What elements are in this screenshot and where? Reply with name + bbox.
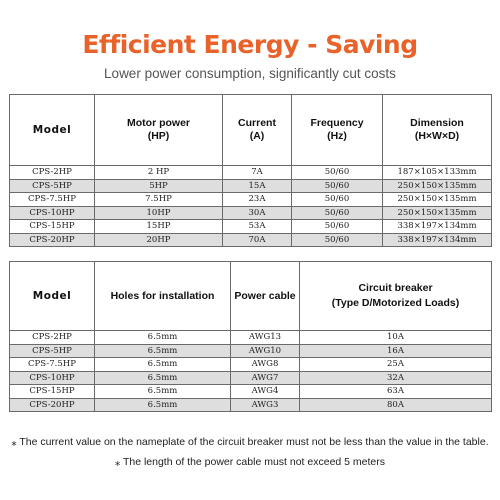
- cell-current: 30A: [223, 206, 292, 220]
- cell-motor-power: 15HP: [95, 220, 223, 234]
- table-row: [10, 193, 492, 207]
- cell-model: CPS-15HP: [10, 220, 95, 234]
- header-motor-power: [95, 95, 223, 166]
- header-dimension-line1: Dimension: [410, 117, 464, 129]
- cell-holes: 6.5mm: [95, 331, 231, 345]
- table-row: [10, 220, 492, 234]
- cell-dimension: 250×150×135mm: [383, 193, 492, 207]
- header-power-cable: Power cable: [231, 262, 300, 331]
- cell-current: 70A: [223, 233, 292, 247]
- table-row: [10, 344, 492, 358]
- cell-circuit-breaker: 10A: [300, 331, 492, 345]
- cell-power-cable: AWG13: [231, 331, 300, 345]
- cell-frequency: 50/60: [292, 206, 383, 220]
- cell-current: 53A: [223, 220, 292, 234]
- cell-model: CPS-7.5HP: [10, 358, 95, 372]
- cell-model: CPS-2HP: [10, 331, 95, 345]
- header-current-line2: (A): [249, 130, 265, 142]
- header-holes: Holes for installation: [95, 262, 231, 331]
- page-title: Efficient Energy - Saving: [82, 30, 418, 59]
- cell-circuit-breaker: 32A: [300, 371, 492, 385]
- table-row: [10, 398, 492, 412]
- cell-model: CPS-5HP: [10, 344, 95, 358]
- cell-dimension: 250×150×135mm: [383, 206, 492, 220]
- cell-power-cable: AWG8: [231, 358, 300, 372]
- cell-current: 7A: [223, 166, 292, 180]
- cell-power-cable: AWG3: [231, 398, 300, 412]
- table-row: [10, 206, 492, 220]
- cell-dimension: 338×197×134mm: [383, 233, 492, 247]
- cell-motor-power: 10HP: [95, 206, 223, 220]
- cell-dimension: 338×197×134mm: [383, 220, 492, 234]
- cell-current: 15A: [223, 179, 292, 193]
- footnote-breaker: ⁎ The current value on the nameplate of the circuit breaker must not be less than the value in the table.: [11, 436, 489, 448]
- cell-model: CPS-10HP: [10, 206, 95, 220]
- cell-model: CPS-2HP: [10, 166, 95, 180]
- header-frequency-line2: (Hz): [327, 130, 347, 142]
- header-dimension: [383, 95, 492, 166]
- cell-holes: 6.5mm: [95, 385, 231, 399]
- cell-circuit-breaker: 16A: [300, 344, 492, 358]
- cell-dimension: 187×105×133mm: [383, 166, 492, 180]
- cell-holes: 6.5mm: [95, 398, 231, 412]
- cell-motor-power: 7.5HP: [95, 193, 223, 207]
- header-motor-line1: Motor power: [127, 117, 190, 129]
- installation-header-row: [10, 262, 492, 331]
- cell-motor-power: 5HP: [95, 179, 223, 193]
- table-row: [10, 385, 492, 399]
- specs-table: [9, 94, 492, 247]
- table-row: [10, 358, 492, 372]
- cell-power-cable: AWG4: [231, 385, 300, 399]
- cell-model: CPS-20HP: [10, 233, 95, 247]
- cell-frequency: 50/60: [292, 166, 383, 180]
- header-circuit-breaker: [300, 262, 492, 331]
- cell-model: CPS-5HP: [10, 179, 95, 193]
- table-row: [10, 179, 492, 193]
- header-model: Model: [10, 262, 95, 331]
- header-dimension-line2: (H×W×D): [414, 130, 460, 142]
- header-current: [223, 95, 292, 166]
- installation-table: [9, 261, 492, 412]
- header-motor-line2: (HP): [147, 130, 170, 142]
- footnote-cable-length: ⁎ The length of the power cable must not exceed 5 meters: [114, 456, 386, 468]
- cell-circuit-breaker: 80A: [300, 398, 492, 412]
- cell-motor-power: 2 HP: [95, 166, 223, 180]
- table-row: [10, 166, 492, 180]
- cell-holes: 6.5mm: [95, 371, 231, 385]
- header-breaker-line2: (Type D/Motorized Loads): [331, 297, 460, 309]
- cell-model: CPS-20HP: [10, 398, 95, 412]
- cell-frequency: 50/60: [292, 193, 383, 207]
- cell-current: 23A: [223, 193, 292, 207]
- cell-motor-power: 20HP: [95, 233, 223, 247]
- cell-model: CPS-7.5HP: [10, 193, 95, 207]
- header-model: Model: [10, 95, 95, 166]
- cell-holes: 6.5mm: [95, 358, 231, 372]
- header-frequency: [292, 95, 383, 166]
- table-row: [10, 233, 492, 247]
- header-current-line1: Current: [238, 117, 276, 129]
- cell-model: CPS-10HP: [10, 371, 95, 385]
- table-row: [10, 331, 492, 345]
- specs-header-row: [10, 95, 492, 166]
- header-frequency-line1: Frequency: [310, 117, 364, 129]
- table-row: [10, 371, 492, 385]
- cell-model: CPS-15HP: [10, 385, 95, 399]
- cell-circuit-breaker: 25A: [300, 358, 492, 372]
- cell-dimension: 250×150×135mm: [383, 179, 492, 193]
- cell-circuit-breaker: 63A: [300, 385, 492, 399]
- cell-power-cable: AWG7: [231, 371, 300, 385]
- page-subtitle: Lower power consumption, significantly cut costs: [104, 66, 396, 81]
- cell-power-cable: AWG10: [231, 344, 300, 358]
- header-breaker-line1: Circuit breaker: [358, 282, 433, 294]
- cell-frequency: 50/60: [292, 233, 383, 247]
- cell-holes: 6.5mm: [95, 344, 231, 358]
- cell-frequency: 50/60: [292, 179, 383, 193]
- cell-frequency: 50/60: [292, 220, 383, 234]
